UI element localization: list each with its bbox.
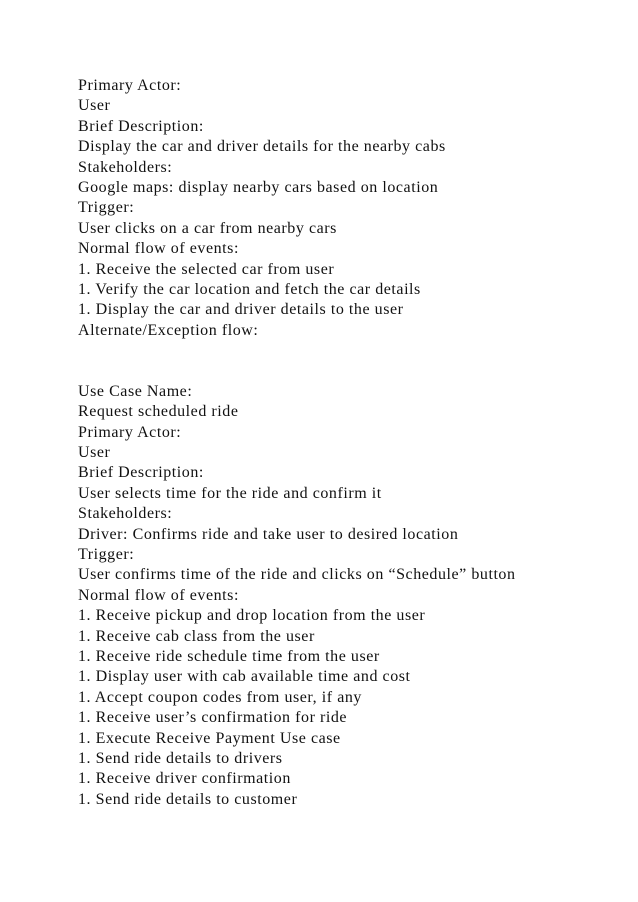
flow-step: 1. Receive the selected car from user — [78, 260, 335, 278]
label-use-case-name: Use Case Name: — [78, 382, 193, 400]
label-primary-actor: Primary Actor: — [78, 77, 182, 94]
value-trigger: User confirms time of the ride and clicks on “Schedule” button — [78, 566, 516, 584]
value-primary-actor: User — [78, 97, 111, 115]
value-use-case-name: Request scheduled ride — [78, 403, 239, 421]
label-normal-flow: Normal flow of events: — [78, 240, 239, 258]
use-case-section-2 — [78, 382, 618, 810]
flow-step: 1. Accept coupon codes from user, if any — [78, 688, 362, 706]
flow-step: 1. Receive pickup and drop location from the user — [78, 607, 426, 625]
label-trigger: Trigger: — [78, 546, 135, 563]
value-primary-actor: User — [78, 444, 111, 462]
flow-step: 1. Execute Receive Payment Use case — [78, 729, 341, 747]
flow-step: 1. Receive cab class from the user — [78, 627, 315, 645]
value-stakeholders: Google maps: display nearby cars based on location — [78, 178, 439, 196]
label-trigger: Trigger: — [78, 199, 135, 217]
section-spacer — [78, 341, 618, 382]
label-alternate-flow: Alternate/Exception flow: — [78, 321, 259, 339]
label-primary-actor: Primary Actor: — [78, 423, 182, 441]
flow-step: 1. Verify the car location and fetch the car details — [78, 280, 421, 298]
flow-step: 1. Display the car and driver details to the user — [78, 301, 404, 319]
flow-step: 1. Send ride details to customer — [78, 790, 298, 808]
label-stakeholders: Stakeholders: — [78, 505, 173, 523]
label-brief-description: Brief Description: — [78, 117, 204, 135]
label-normal-flow: Normal flow of events: — [78, 586, 239, 604]
value-stakeholders: Driver: Confirms ride and take user to desired location — [78, 525, 459, 543]
flow-step: 1. Receive ride schedule time from the user — [78, 647, 380, 665]
label-stakeholders: Stakeholders: — [78, 158, 173, 176]
label-brief-description: Brief Description: — [78, 464, 204, 482]
value-brief-description: User selects time for the ride and confirm it — [78, 484, 382, 502]
use-case-section-1 — [78, 76, 618, 341]
flow-step: 1. Send ride details to drivers — [78, 749, 283, 767]
value-trigger: User clicks on a car from nearby cars — [78, 219, 337, 237]
flow-step: 1. Display user with cab available time and cost — [78, 668, 411, 686]
value-brief-description: Display the car and driver details for the nearby cabs — [78, 138, 446, 156]
flow-step: 1. Receive driver confirmation — [78, 770, 291, 788]
document-page — [78, 76, 618, 810]
flow-step: 1. Receive user’s confirmation for ride — [78, 709, 348, 727]
